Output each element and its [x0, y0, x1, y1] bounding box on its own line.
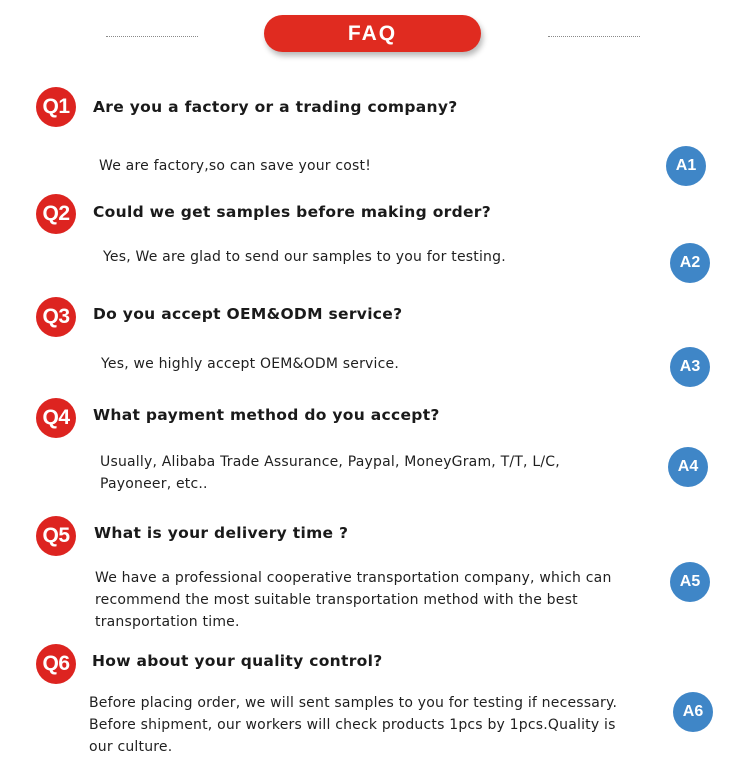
q1-question: Are you a factory or a trading company? [93, 98, 458, 116]
q1-badge: Q1 [36, 87, 76, 127]
a4-answer [100, 451, 560, 495]
q5-question: What is your delivery time ? [94, 524, 349, 542]
a3-answer: Yes, we highly accept OEM&ODM service. [101, 356, 399, 372]
header-divider-left [106, 36, 198, 37]
a6-answer-line: Before shipment, our workers will check products 1pcs by 1pcs.Quality is [89, 717, 616, 733]
a6-answer-line: Before placing order, we will sent samples to you for testing if necessary. [89, 695, 618, 711]
a5-answer [95, 567, 612, 633]
a2-answer: Yes, We are glad to send our samples to you for testing. [103, 249, 506, 265]
faq-title: FAQ [264, 15, 481, 52]
header-divider-right [548, 36, 640, 37]
q4-badge: Q4 [36, 398, 76, 438]
a5-answer-line: recommend the most suitable transportation method with the best [95, 592, 578, 608]
a5-answer-line: We have a professional cooperative transportation company, which can [95, 570, 612, 586]
a5-answer-line: transportation time. [95, 614, 240, 630]
faq-header [0, 0, 750, 70]
q3-badge: Q3 [36, 297, 76, 337]
q6-badge: Q6 [36, 644, 76, 684]
q3-question: Do you accept OEM&ODM service? [93, 305, 403, 323]
a4-answer-line: Usually, Alibaba Trade Assurance, Paypal, MoneyGram, T/T, L/C, [100, 454, 560, 470]
q2-badge: Q2 [36, 194, 76, 234]
a4-badge: A4 [668, 447, 708, 487]
a4-answer-line: Payoneer, etc.. [100, 476, 208, 492]
q4-question: What payment method do you accept? [93, 406, 440, 424]
a2-badge: A2 [670, 243, 710, 283]
a3-badge: A3 [670, 347, 710, 387]
a6-answer [89, 692, 617, 758]
q6-question: How about your quality control? [92, 652, 383, 670]
q2-question: Could we get samples before making order? [93, 203, 492, 221]
q5-badge: Q5 [36, 516, 76, 556]
a5-badge: A5 [670, 562, 710, 602]
a1-answer: We are factory,so can save your cost! [99, 158, 372, 174]
a1-badge: A1 [666, 146, 706, 186]
a6-badge: A6 [673, 692, 713, 732]
a6-answer-line: our culture. [89, 739, 173, 755]
